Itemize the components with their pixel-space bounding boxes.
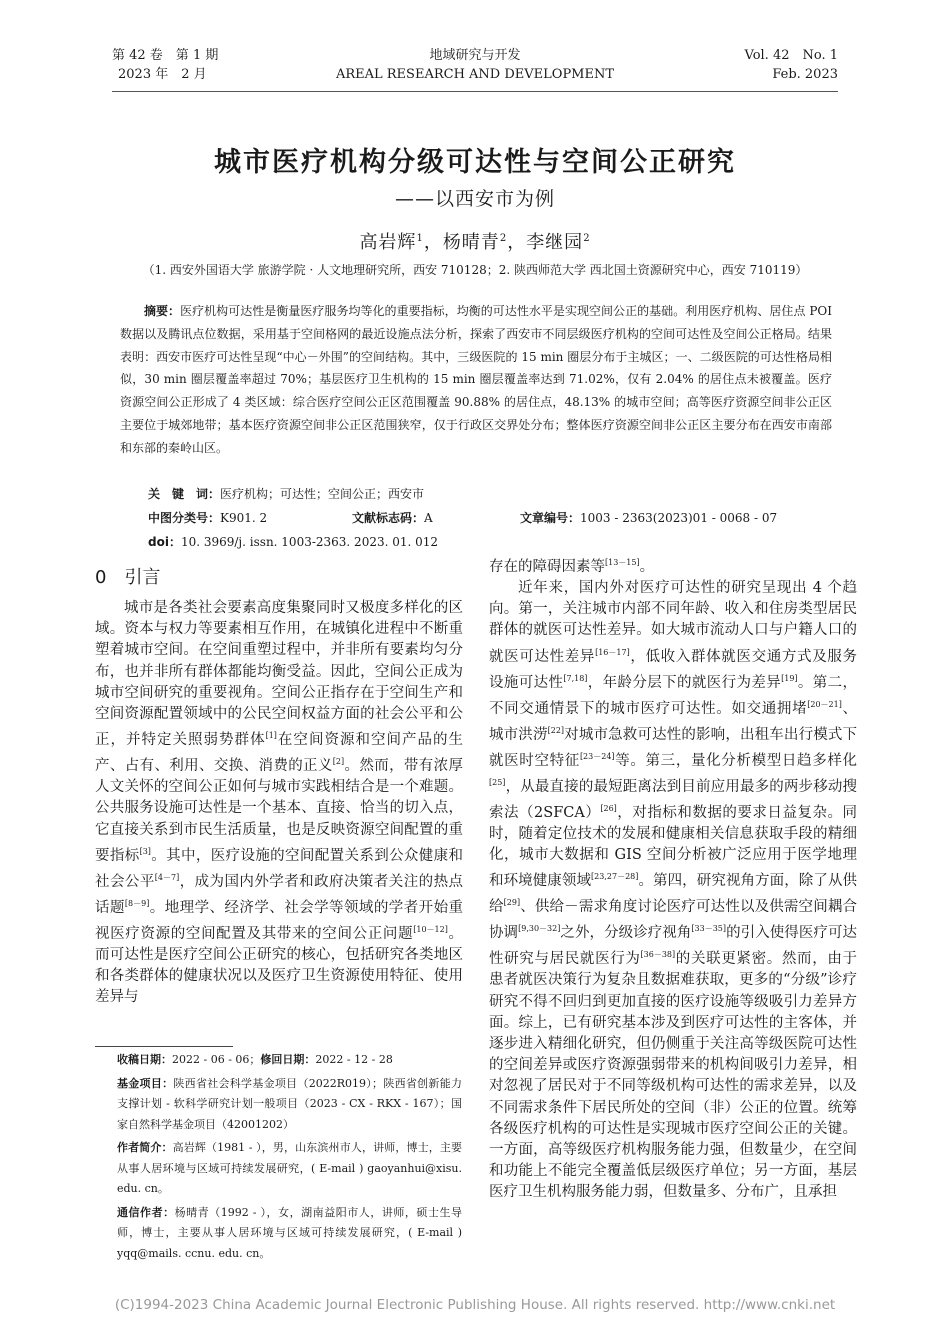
affiliation: （1. 西安外国语大学 旅游学院 · 人文地理研究所，西安 710128；2. 陕西师范大学 西北国土资源研究中心，西安 710119） xyxy=(142,263,808,277)
author-list xyxy=(0,228,950,254)
doc-code xyxy=(352,509,433,526)
footnotes xyxy=(117,1050,462,1267)
keywords-label: 关 键 词： xyxy=(148,487,221,501)
doc-code-label: 文献标志码： xyxy=(352,511,425,525)
footnote-fund: 基金项目：陕西省社会科学基金项目（2022R019）；陕西省创新能力支撑计划 - 软科学研究计划一般项目（2023 - CX - RKX - 167）；国家自然科学基金项目（42001202） xyxy=(117,1076,462,1131)
citation: [36－38] xyxy=(640,950,676,960)
citation: [16－17] xyxy=(595,647,630,657)
doi xyxy=(148,533,438,550)
right-column xyxy=(489,552,857,1204)
footnote-corresponding: 通信作者：杨晴青（1992 - ），女，湖南益阳市人，讲师，硕士生导师，博士，主要从事人居环境与区域可持续发展研究，( E-mail ) yqq@mails. ccnu. edu. cn。 xyxy=(117,1205,463,1260)
citation: [23－24] xyxy=(579,751,615,761)
citation: [7,18] xyxy=(563,673,588,683)
clc-label: 中图分类号： xyxy=(148,511,221,525)
doi-value: 10. 3969/j. issn. 1003-2363. 2023. 01. 012 xyxy=(180,535,439,549)
article-number-value: 1003 - 2363(2023)01 - 0068 - 07 xyxy=(580,511,778,525)
author-separator: ， xyxy=(507,232,527,253)
abstract xyxy=(120,300,832,460)
author-sup: 2 xyxy=(583,233,591,244)
author-separator: ， xyxy=(423,232,443,253)
author-sup: 1 xyxy=(416,233,424,244)
citation: [10－12] xyxy=(413,924,448,934)
citation: [23,27－28] xyxy=(591,872,639,882)
clc-value: K901. 2 xyxy=(220,511,268,525)
header-volume: 第 42 卷 第 1 期 xyxy=(112,48,219,63)
footnote-rule xyxy=(95,1046,233,1047)
article-number-label: 文章编号： xyxy=(520,511,581,525)
citation: [3] xyxy=(139,846,151,856)
header-date-en: Feb. 2023 xyxy=(772,67,838,82)
article-number xyxy=(520,509,777,526)
keywords xyxy=(148,485,424,502)
header-vol-no: Vol. 42 No. 1 xyxy=(744,48,838,63)
doi-label: doi： xyxy=(148,535,181,549)
author-name: 李继园 xyxy=(526,232,584,253)
abstract-label: 摘要： xyxy=(144,304,181,318)
citation: [9,30－32] xyxy=(518,924,561,934)
citation: [8－9] xyxy=(124,898,150,908)
citation: [19] xyxy=(781,673,798,683)
keywords-text: 医疗机构；可达性；空间公正；西安市 xyxy=(220,487,425,501)
header-volume-en xyxy=(745,46,839,84)
author-name: 高岩辉 xyxy=(359,232,417,253)
copyright-notice: (C)1994-2023 China Academic Journal Electronic Publishing House. All rights reserved. http://www.cnki.net xyxy=(114,1297,836,1313)
author-sup: 2 xyxy=(499,233,508,244)
citation: [33－35] xyxy=(691,924,727,934)
citation: [26] xyxy=(600,803,617,813)
paper-subtitle: ——以西安市为例 xyxy=(394,188,555,210)
header-rule xyxy=(112,91,838,92)
paragraph: 近年来，国内外对医疗可达性的研究呈现出 4 个趋向。第一，关注城市内部不同年龄、收入和住房类型居民群体的就医可达性差异。如大城市流动人口与户籍人口的就医可达性差异[16－17]，低收入群体就医交通方式及服务设施可达性[7,18]，年龄分层下的就医行为差异[19]。第二，不同交通情景下的城市医疗可达性。如交通拥堵[20－21]、城市洪涝[22]对城市急救可达性的影响，出租车出行模式下就医时空特征[23－24]等。第三，量化分析模型日趋多样化[25]，从最直接的最短距离法到目前应用最多的两步移动搜索法（2SFCA）[26]，对指标和数据的要求日益复杂。同时，随着定位技术的发展和健康相关信息获取手段的精细化，城市大数据和 GIS 空间分析被广泛应用于医学地理和环境健康领域[23,27－28]。第四，研究视角方面，除了从供给[29]、供给－需求角度讨论医疗可达性以及供需空间耦合协调[9,30－32]之外，分级诊疗视角[33－35]的引入使得医疗可达性研究与居民就医行为[36－38]的关联更紧密。然而，由于患者就医决策行为复杂且数据难获取，更多的“分级”诊疗研究不得不回归到更加直接的医疗设施等级吸引力差异方面。综上，已有研究基本涉及到医疗可达性的主客体，并逐步进入精细化研究，但仍侧重于关注高等级医院可达性的空间差异或医疗资源强弱带来的机构间吸引力差异，相对忽视了居民对于不同等级机构可达性的需求差异，以及不同需求条件下居民所处的空间（非）公正的位置。统筹各级医疗机构的可达性是实现城市医疗空间公正的关键。一方面，高等级医疗机构服务能力强，但数量少，在空间和功能上不能完全覆盖低层级医疗单位；另一方面，基层医疗卫生机构服务能力弱，但数量多、分布广，且承担 xyxy=(489,580,858,1201)
citation: [4－7] xyxy=(154,872,180,882)
paragraph: 存在的障碍因素等[13－15]。 xyxy=(489,558,655,575)
footnote-author: 作者简介：高岩辉（1981 - ），男，山东滨州市人，讲师，博士，主要从事人居环境与区域可持续发展研究，( E-mail ) gaoyanhui@xisu. edu. cn。 xyxy=(117,1141,463,1195)
abstract-text: 医疗机构可达性是衡量医疗服务均等化的重要指标，均衡的可达性水平是实现空间公正的基础。利用医疗机构、居住点 POI 数据以及腾讯点位数据，采用基于空间格网的最近设施点法分析，探索了西安市不同层级医疗机构的空间可达性及空间公正格局。结果表明：西安市医疗可达性呈现“中心－外围”的空间结构。其中，三级医院的 15 min 圈层分布于主城区；一、二级医院的可达性格局相似，30 min 圈层覆盖率超过 70%；基层医疗卫生机构的 15 min 圈层覆盖率达到 71.02%，仅有 2.04% 的居住点未被覆盖。医疗资源空间公正形成了 4 类区域：综合医疗空间公正区范围覆盖 90.88% 的居住点，48.13% 的城市空间；高等医疗资源空间非公正区主要位于城郊地带；基本医疗资源空间非公正区范围狭窄，仅于行政区交界处分布；整体医疗资源空间非公正区主要分布在西安市南部和东部的秦岭山区。 xyxy=(120,304,832,455)
citation: [2] xyxy=(332,757,345,767)
footnote-dates: 收稿日期：2022 - 06 - 06；修回日期：2022 - 12 - 28 xyxy=(117,1053,393,1066)
citation: [22] xyxy=(547,725,565,735)
doc-code-value: A xyxy=(424,511,433,525)
citation: [25] xyxy=(489,777,506,787)
citation: [1] xyxy=(265,731,277,741)
header-journal-cn: 地域研究与开发 xyxy=(429,48,521,63)
citation: [29] xyxy=(503,898,521,908)
left-column xyxy=(95,598,463,1009)
paper-title: 城市医疗机构分级可达性与空间公正研究 xyxy=(214,147,736,178)
header-date-cn: 2023 年 2 月 xyxy=(118,67,207,82)
citation: [20－21] xyxy=(807,699,842,709)
clc-number xyxy=(148,509,267,526)
author-name: 杨晴青 xyxy=(442,232,500,253)
section-heading: 0 引言 xyxy=(95,567,161,588)
citation: [13－15] xyxy=(605,558,640,567)
paragraph: 城市是各类社会要素高度集聚同时又极度多样化的区域。资本与权力等要素相互作用，在城镇化进程中不断重塑着城市空间。在空间重塑过程中，并非所有要素均匀分布，也并非所有群体都能均衡受益。因此，空间公正成为城市空间研究的重要视角。空间公正指存在于空间生产和空间资源配置领域中的公民空间权益方面的社会公平和公正，并特定关照弱势群体[1]在空间资源和空间产品的生产、占有、利用、交换、消费的正义[2]。然而，带有浓厚人文关怀的空间公正如何与城市实践相结合是一个难题。公共服务设施可达性是一个基本、直接、恰当的切入点，它直接关系到市民生活质量，也是反映资源空间配置的重要指标[3]。其中，医疗设施的空间配置关系到公众健康和社会公平[4－7]，成为国内外学者和政府决策者关注的热点话题[8－9]。地理学、经济学、社会学等领域的学者开始重视医疗资源的空间配置及其带来的空间公正问题[10－12]。而可达性是医疗空间公正研究的核心，包括研究各类地区和各类群体的健康状况以及医疗卫生资源使用特征、使用差异与 xyxy=(95,600,464,1006)
header-journal-en: AREAL RESEARCH AND DEVELOPMENT xyxy=(335,67,615,82)
